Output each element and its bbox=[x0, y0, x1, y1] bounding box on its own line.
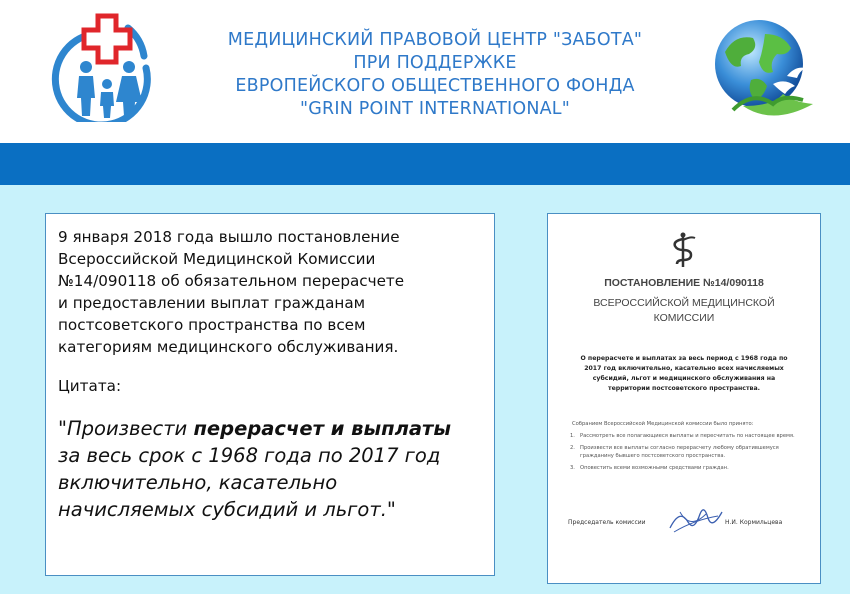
item-text: Произвести все выплаты согласно перерасчету любому обратившемуся гражданину бывшего постсоветского пространства. bbox=[580, 444, 779, 459]
decree-document-box bbox=[547, 213, 821, 584]
authority-line: КОМИССИИ bbox=[653, 312, 715, 324]
paragraph-line: постсоветского пространства по всем bbox=[58, 316, 366, 334]
authority-line: ВСЕРОССИЙСКОЙ МЕДИЦИНСКОЙ bbox=[593, 297, 775, 309]
decree-number-title: ПОСТАНОВЛЕНИЕ №14/090118 bbox=[604, 277, 764, 289]
subject-line: 2017 год включительно, касательно всех начисляемых bbox=[584, 365, 784, 372]
item-number: 2. bbox=[570, 444, 575, 451]
signer-label: Председатель комиссии bbox=[568, 519, 646, 526]
decree-item bbox=[570, 464, 810, 473]
quote-line: начисляемых субсидий и льгот." bbox=[58, 498, 396, 521]
paragraph-line: категориям медицинского обслуживания. bbox=[58, 338, 399, 356]
decree-items bbox=[570, 432, 810, 475]
subject-line: О перерасчете и выплатах за весь период с 1968 года по bbox=[580, 355, 788, 362]
item-number: 1. bbox=[570, 433, 575, 439]
medical-family-logo-icon bbox=[48, 12, 166, 122]
citation-quote bbox=[58, 415, 494, 523]
quote-prefix: "Произвести bbox=[58, 417, 194, 440]
citation-label: Цитата: bbox=[58, 377, 122, 395]
decree-document bbox=[548, 214, 820, 583]
page-header bbox=[0, 0, 850, 143]
subject-line: субсидий, льгот и медицинского обслуживания на bbox=[592, 375, 776, 382]
item-number: 3. bbox=[570, 464, 575, 471]
quote-line bbox=[58, 415, 494, 442]
decree-subject bbox=[558, 354, 810, 394]
paragraph-line: и предоставлении выплат гражданам bbox=[58, 294, 366, 312]
item-text: Оповестить всеми возможными средствами граждан. bbox=[580, 464, 729, 471]
globe-dove-logo-icon bbox=[703, 14, 821, 126]
title-line: "GRIN POINT INTERNATIONAL" bbox=[300, 99, 570, 119]
organization-title bbox=[190, 29, 680, 121]
quote-emphasis: перерасчет и выплаты bbox=[193, 417, 451, 440]
quote-line: включительно, касательно bbox=[58, 471, 338, 494]
subject-line: территории постсоветского пространства. bbox=[607, 385, 760, 392]
title-line: ПРИ ПОДДЕРЖКЕ bbox=[353, 53, 517, 73]
article-text-box bbox=[45, 213, 495, 576]
decree-item bbox=[570, 444, 810, 461]
decree-item bbox=[570, 432, 810, 441]
paragraph-line: Всероссийской Медицинской Комиссии bbox=[58, 250, 376, 268]
decree-authority-title bbox=[548, 296, 820, 326]
signature-stamp-icon bbox=[666, 502, 726, 538]
paragraph-line: №14/090118 об обязательном перерасчете bbox=[58, 272, 405, 290]
article-paragraph bbox=[58, 226, 494, 358]
decree-intro: Собранием Всероссийской Медицинской комиссии было принято: bbox=[572, 421, 754, 427]
title-line: МЕДИЦИНСКИЙ ПРАВОВОЙ ЦЕНТР "ЗАБОТА" bbox=[227, 30, 643, 50]
item-text: Рассмотреть все полагающиеся выплаты и пересчитать по настоящее время. bbox=[580, 433, 795, 439]
paragraph-line: 9 января 2018 года вышло постановление bbox=[58, 228, 400, 246]
title-line: ЕВРОПЕЙСКОГО ОБЩЕСТВЕННОГО ФОНДА bbox=[235, 76, 635, 96]
signer-name: Н.И. Кормильцева bbox=[725, 519, 783, 526]
header-blue-bar bbox=[0, 143, 850, 185]
quote-line: за весь срок с 1968 года по 2017 год bbox=[58, 444, 441, 467]
caduceus-icon bbox=[668, 231, 698, 269]
